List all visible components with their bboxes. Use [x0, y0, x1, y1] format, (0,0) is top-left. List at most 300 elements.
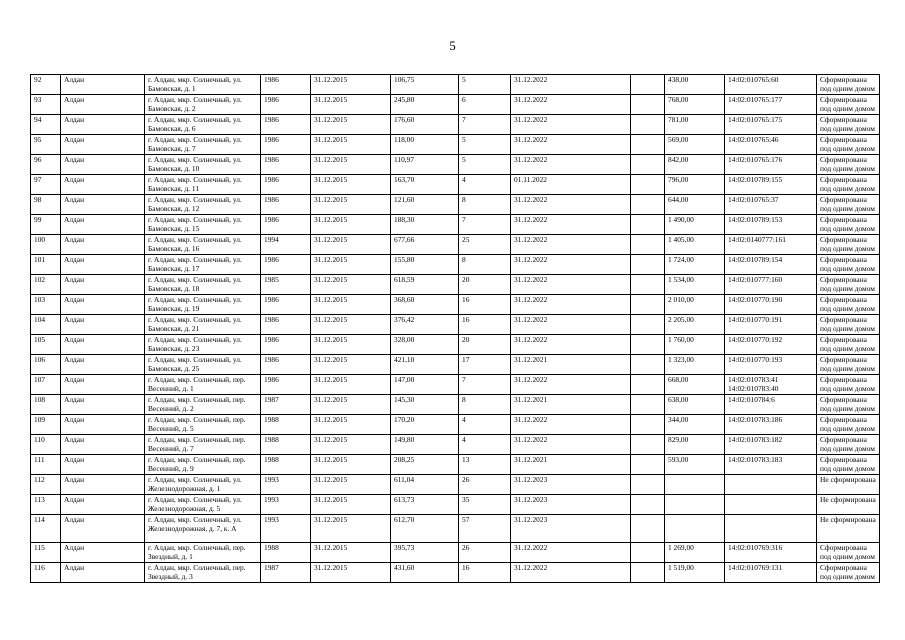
cadastral-number-cell: 14:02:010769:131 — [725, 563, 817, 583]
build-year-cell: 1986 — [261, 335, 311, 355]
table-row — [31, 395, 880, 415]
row-number-cell: 112 — [31, 475, 61, 495]
row-number-cell: 106 — [31, 355, 61, 375]
land-area-cell: 1 519,00 — [665, 563, 725, 583]
address-cell: г. Алдан, мкр. Солнечный, пер. Звездный, д. 1 — [145, 543, 261, 563]
row-number-cell: 96 — [31, 155, 61, 175]
settlement-cell: Алдан — [61, 115, 145, 135]
address-cell: г. Алдан, мкр. Солнечный, ул. Бамовская, д. 7 — [145, 135, 261, 155]
table-row — [31, 255, 880, 275]
land-status-cell: Не сформирована — [817, 475, 880, 495]
table-row — [31, 495, 880, 515]
table-row — [31, 175, 880, 195]
cadastral-number-cell: 14:02:010770:193 — [725, 355, 817, 375]
row-number-cell: 111 — [31, 455, 61, 475]
date-cell: 31.12.2015 — [311, 495, 391, 515]
table-row — [31, 235, 880, 255]
settlement-cell: Алдан — [61, 415, 145, 435]
empty-cell — [631, 295, 665, 315]
residents-cell: 7 — [459, 215, 511, 235]
cadastral-number-cell: 14:02:010769:316 — [725, 543, 817, 563]
empty-cell — [631, 543, 665, 563]
cadastral-number-cell: 14:02:010770:192 — [725, 335, 817, 355]
residents-cell: 8 — [459, 195, 511, 215]
empty-cell — [631, 175, 665, 195]
land-area-cell: 1 269,00 — [665, 543, 725, 563]
land-area-cell: 569,00 — [665, 135, 725, 155]
land-area-cell: 796,00 — [665, 175, 725, 195]
area-cell: 170,20 — [391, 415, 459, 435]
land-area-cell: 1 490,00 — [665, 215, 725, 235]
row-number-cell: 108 — [31, 395, 61, 415]
build-year-cell: 1988 — [261, 435, 311, 455]
row-number-cell: 100 — [31, 235, 61, 255]
deadline-cell: 31.12.2022 — [511, 255, 631, 275]
date-cell: 31.12.2015 — [311, 335, 391, 355]
row-number-cell: 102 — [31, 275, 61, 295]
cadastral-number-cell: 14:02:010765:176 — [725, 155, 817, 175]
cadastral-number-cell: 14:02:010765:37 — [725, 195, 817, 215]
table-row — [31, 455, 880, 475]
cadastral-number-cell: 14:02:0140777:161 — [725, 235, 817, 255]
address-cell: г. Алдан, мкр. Солнечный, ул. Бамовская, д. 11 — [145, 175, 261, 195]
residents-cell: 5 — [459, 135, 511, 155]
build-year-cell: 1986 — [261, 355, 311, 375]
table-row — [31, 375, 880, 395]
area-cell: 208,25 — [391, 455, 459, 475]
residents-cell: 4 — [459, 435, 511, 455]
land-status-cell: Сформирована под одним домом — [817, 395, 880, 415]
residents-cell: 13 — [459, 455, 511, 475]
land-status-cell: Сформирована под одним домом — [817, 435, 880, 455]
land-area-cell: 1 405,00 — [665, 235, 725, 255]
residents-cell: 57 — [459, 515, 511, 543]
address-cell: г. Алдан, мкр. Солнечный, ул. Бамовская, д. 2 — [145, 95, 261, 115]
date-cell: 31.12.2015 — [311, 75, 391, 95]
address-cell: г. Алдан, мкр. Солнечный, ул. Бамовская, д. 12 — [145, 195, 261, 215]
residents-cell: 4 — [459, 415, 511, 435]
land-area-cell: 768,00 — [665, 95, 725, 115]
settlement-cell: Алдан — [61, 435, 145, 455]
residents-cell: 6 — [459, 95, 511, 115]
build-year-cell: 1994 — [261, 235, 311, 255]
address-cell: г. Алдан, мкр. Солнечный, ул. Бамовская, д. 6 — [145, 115, 261, 135]
cadastral-number-cell: 14:02:010770:190 — [725, 295, 817, 315]
residents-cell: 16 — [459, 563, 511, 583]
deadline-cell: 31.12.2023 — [511, 515, 631, 543]
cadastral-number-cell — [725, 475, 817, 495]
residents-cell: 26 — [459, 475, 511, 495]
deadline-cell: 31.12.2022 — [511, 563, 631, 583]
empty-cell — [631, 215, 665, 235]
area-cell: 188,30 — [391, 215, 459, 235]
empty-cell — [631, 563, 665, 583]
date-cell: 31.12.2015 — [311, 455, 391, 475]
residents-cell: 4 — [459, 175, 511, 195]
land-status-cell: Сформирована под одним домом — [817, 95, 880, 115]
deadline-cell: 31.12.2022 — [511, 295, 631, 315]
empty-cell — [631, 95, 665, 115]
build-year-cell: 1987 — [261, 563, 311, 583]
residents-cell: 8 — [459, 395, 511, 415]
area-cell: 395,73 — [391, 543, 459, 563]
residents-cell: 25 — [459, 235, 511, 255]
deadline-cell: 31.12.2022 — [511, 75, 631, 95]
residents-cell: 16 — [459, 295, 511, 315]
cadastral-number-cell: 14:02:010765:177 — [725, 95, 817, 115]
area-cell: 613,73 — [391, 495, 459, 515]
land-area-cell: 2 010,00 — [665, 295, 725, 315]
row-number-cell: 95 — [31, 135, 61, 155]
land-area-cell: 829,00 — [665, 435, 725, 455]
deadline-cell: 31.12.2022 — [511, 135, 631, 155]
build-year-cell: 1986 — [261, 135, 311, 155]
residents-cell: 17 — [459, 355, 511, 375]
land-area-cell: 1 534,00 — [665, 275, 725, 295]
land-status-cell: Сформирована под одним домом — [817, 215, 880, 235]
area-cell: 147,00 — [391, 375, 459, 395]
deadline-cell: 31.12.2022 — [511, 95, 631, 115]
deadline-cell: 31.12.2022 — [511, 235, 631, 255]
table-row — [31, 475, 880, 495]
land-area-cell — [665, 515, 725, 543]
address-cell: г. Алдан, мкр. Солнечный, ул. Бамовская, д. 25 — [145, 355, 261, 375]
build-year-cell: 1993 — [261, 515, 311, 543]
table-row — [31, 75, 880, 95]
cadastral-number-cell: 14:02:010783:183 — [725, 455, 817, 475]
land-status-cell: Сформирована под одним домом — [817, 275, 880, 295]
row-number-cell: 94 — [31, 115, 61, 135]
area-cell: 145,30 — [391, 395, 459, 415]
residents-cell: 7 — [459, 115, 511, 135]
empty-cell — [631, 415, 665, 435]
settlement-cell: Алдан — [61, 275, 145, 295]
settlement-cell: Алдан — [61, 135, 145, 155]
row-number-cell: 114 — [31, 515, 61, 543]
cadastral-number-cell: 14:02:010789:153 — [725, 215, 817, 235]
land-area-cell: 1 760,00 — [665, 335, 725, 355]
deadline-cell: 31.12.2022 — [511, 435, 631, 455]
area-cell: 245,80 — [391, 95, 459, 115]
table-row — [31, 355, 880, 375]
cadastral-number-cell: 14:02:010783:182 — [725, 435, 817, 455]
address-cell: г. Алдан, мкр. Солнечный, пер. Весенний, д. 2 — [145, 395, 261, 415]
settlement-cell: Алдан — [61, 475, 145, 495]
land-area-cell: 593,00 — [665, 455, 725, 475]
date-cell: 31.12.2015 — [311, 235, 391, 255]
date-cell: 31.12.2015 — [311, 255, 391, 275]
row-number-cell: 104 — [31, 315, 61, 335]
land-area-cell — [665, 475, 725, 495]
area-cell: 121,60 — [391, 195, 459, 215]
land-status-cell: Сформирована под одним домом — [817, 315, 880, 335]
settlement-cell: Алдан — [61, 395, 145, 415]
table-row — [31, 415, 880, 435]
deadline-cell: 31.12.2022 — [511, 315, 631, 335]
residents-cell: 26 — [459, 543, 511, 563]
empty-cell — [631, 395, 665, 415]
settlement-cell: Алдан — [61, 95, 145, 115]
land-status-cell: Не сформирована — [817, 515, 880, 543]
empty-cell — [631, 435, 665, 455]
row-number-cell: 101 — [31, 255, 61, 275]
address-cell: г. Алдан, мкр. Солнечный, ул. Бамовская, д. 19 — [145, 295, 261, 315]
area-cell: 176,60 — [391, 115, 459, 135]
land-status-cell: Сформирована под одним домом — [817, 235, 880, 255]
deadline-cell: 31.12.2023 — [511, 475, 631, 495]
settlement-cell: Алдан — [61, 335, 145, 355]
cadastral-number-cell: 14:02:010783:41 14:02:010783:40 — [725, 375, 817, 395]
land-status-cell: Сформирована под одним домом — [817, 195, 880, 215]
row-number-cell: 109 — [31, 415, 61, 435]
build-year-cell: 1986 — [261, 195, 311, 215]
address-cell: г. Алдан, мкр. Солнечный, ул. Бамовская, д. 1 — [145, 75, 261, 95]
residents-cell: 5 — [459, 75, 511, 95]
date-cell: 31.12.2015 — [311, 543, 391, 563]
deadline-cell: 31.12.2022 — [511, 335, 631, 355]
date-cell: 31.12.2015 — [311, 415, 391, 435]
residents-cell: 20 — [459, 335, 511, 355]
cadastral-number-cell: 14:02:010783:186 — [725, 415, 817, 435]
table-row — [31, 275, 880, 295]
land-status-cell: Сформирована под одним домом — [817, 75, 880, 95]
residents-cell: 35 — [459, 495, 511, 515]
address-cell: г. Алдан, мкр. Солнечный, ул. Железнодорожная, д. 5 — [145, 495, 261, 515]
residents-cell: 7 — [459, 375, 511, 395]
land-area-cell — [665, 495, 725, 515]
date-cell: 31.12.2015 — [311, 563, 391, 583]
row-number-cell: 97 — [31, 175, 61, 195]
cadastral-number-cell: 14:02:010765:46 — [725, 135, 817, 155]
date-cell: 31.12.2015 — [311, 295, 391, 315]
date-cell: 31.12.2015 — [311, 155, 391, 175]
area-cell: 611,04 — [391, 475, 459, 495]
row-number-cell: 105 — [31, 335, 61, 355]
row-number-cell: 110 — [31, 435, 61, 455]
area-cell: 155,80 — [391, 255, 459, 275]
cadastral-number-cell: 14:02:010770:191 — [725, 315, 817, 335]
deadline-cell: 31.12.2022 — [511, 195, 631, 215]
build-year-cell: 1988 — [261, 543, 311, 563]
date-cell: 31.12.2015 — [311, 515, 391, 543]
land-status-cell: Сформирована под одним домом — [817, 155, 880, 175]
area-cell: 677,66 — [391, 235, 459, 255]
table-row — [31, 295, 880, 315]
settlement-cell: Алдан — [61, 295, 145, 315]
date-cell: 31.12.2015 — [311, 215, 391, 235]
area-cell: 149,80 — [391, 435, 459, 455]
land-area-cell: 638,00 — [665, 395, 725, 415]
land-status-cell: Сформирована под одним домом — [817, 175, 880, 195]
cadastral-number-cell: 14:02:010777:160 — [725, 275, 817, 295]
land-status-cell: Сформирована под одним домом — [817, 375, 880, 395]
empty-cell — [631, 195, 665, 215]
area-cell: 376,42 — [391, 315, 459, 335]
deadline-cell: 31.12.2022 — [511, 275, 631, 295]
empty-cell — [631, 335, 665, 355]
row-number-cell: 116 — [31, 563, 61, 583]
address-cell: г. Алдан, мкр. Солнечный, ул. Железнодорожная, д. 7, к. А — [145, 515, 261, 543]
table-row — [31, 95, 880, 115]
date-cell: 31.12.2015 — [311, 175, 391, 195]
address-cell: г. Алдан, мкр. Солнечный, ул. Бамовская, д. 18 — [145, 275, 261, 295]
empty-cell — [631, 275, 665, 295]
deadline-cell: 31.12.2021 — [511, 395, 631, 415]
housing-registry-table — [30, 74, 880, 583]
address-cell: г. Алдан, мкр. Солнечный, ул. Бамовская, д. 15 — [145, 215, 261, 235]
date-cell: 31.12.2015 — [311, 435, 391, 455]
table-row — [31, 543, 880, 563]
residents-cell: 20 — [459, 275, 511, 295]
empty-cell — [631, 355, 665, 375]
address-cell: г. Алдан, мкр. Солнечный, пер. Весенний, д. 7 — [145, 435, 261, 455]
row-number-cell: 113 — [31, 495, 61, 515]
area-cell: 421,10 — [391, 355, 459, 375]
build-year-cell: 1986 — [261, 375, 311, 395]
cadastral-number-cell: 14:02:010789:154 — [725, 255, 817, 275]
land-status-cell: Не сформирована — [817, 495, 880, 515]
table-body — [31, 75, 880, 583]
row-number-cell: 92 — [31, 75, 61, 95]
empty-cell — [631, 315, 665, 335]
land-area-cell: 781,00 — [665, 115, 725, 135]
empty-cell — [631, 115, 665, 135]
build-year-cell: 1986 — [261, 95, 311, 115]
settlement-cell: Алдан — [61, 155, 145, 175]
settlement-cell: Алдан — [61, 563, 145, 583]
cadastral-number-cell — [725, 515, 817, 543]
settlement-cell: Алдан — [61, 75, 145, 95]
deadline-cell: 31.12.2022 — [511, 375, 631, 395]
settlement-cell: Алдан — [61, 215, 145, 235]
build-year-cell: 1986 — [261, 255, 311, 275]
area-cell: 618,59 — [391, 275, 459, 295]
address-cell: г. Алдан, мкр. Солнечный, пер. Звездный, д. 3 — [145, 563, 261, 583]
date-cell: 31.12.2015 — [311, 475, 391, 495]
settlement-cell: Алдан — [61, 355, 145, 375]
settlement-cell: Алдан — [61, 175, 145, 195]
date-cell: 31.12.2015 — [311, 395, 391, 415]
page-number: 5 — [449, 38, 456, 53]
land-status-cell: Сформирована под одним домом — [817, 335, 880, 355]
area-cell: 431,60 — [391, 563, 459, 583]
build-year-cell: 1985 — [261, 275, 311, 295]
table-row — [31, 135, 880, 155]
table-row — [31, 335, 880, 355]
deadline-cell: 31.12.2022 — [511, 115, 631, 135]
row-number-cell: 107 — [31, 375, 61, 395]
land-status-cell: Сформирована под одним домом — [817, 563, 880, 583]
settlement-cell: Алдан — [61, 455, 145, 475]
land-status-cell: Сформирована под одним домом — [817, 295, 880, 315]
build-year-cell: 1986 — [261, 315, 311, 335]
settlement-cell: Алдан — [61, 195, 145, 215]
address-cell: г. Алдан, мкр. Солнечный, ул. Железнодорожная, д. 1 — [145, 475, 261, 495]
cadastral-number-cell — [725, 495, 817, 515]
empty-cell — [631, 455, 665, 475]
date-cell: 31.12.2015 — [311, 95, 391, 115]
settlement-cell: Алдан — [61, 315, 145, 335]
settlement-cell: Алдан — [61, 235, 145, 255]
settlement-cell: Алдан — [61, 255, 145, 275]
land-status-cell: Сформирована под одним домом — [817, 115, 880, 135]
address-cell: г. Алдан, мкр. Солнечный, ул. Бамовская, д. 10 — [145, 155, 261, 175]
build-year-cell: 1986 — [261, 295, 311, 315]
land-area-cell: 1 724,00 — [665, 255, 725, 275]
area-cell: 612,70 — [391, 515, 459, 543]
land-area-cell: 1 323,00 — [665, 355, 725, 375]
deadline-cell: 31.12.2021 — [511, 355, 631, 375]
cadastral-number-cell: 14:02:010765:175 — [725, 115, 817, 135]
deadline-cell: 31.12.2023 — [511, 495, 631, 515]
row-number-cell: 115 — [31, 543, 61, 563]
date-cell: 31.12.2015 — [311, 315, 391, 335]
build-year-cell: 1988 — [261, 455, 311, 475]
residents-cell: 5 — [459, 155, 511, 175]
area-cell: 106,75 — [391, 75, 459, 95]
residents-cell: 8 — [459, 255, 511, 275]
table-row — [31, 155, 880, 175]
address-cell: г. Алдан, мкр. Солнечный, пер. Весенний, д. 5 — [145, 415, 261, 435]
area-cell: 163,70 — [391, 175, 459, 195]
date-cell: 31.12.2015 — [311, 115, 391, 135]
table-row — [31, 115, 880, 135]
empty-cell — [631, 515, 665, 543]
empty-cell — [631, 255, 665, 275]
land-status-cell: Сформирована под одним домом — [817, 135, 880, 155]
area-cell: 110,97 — [391, 155, 459, 175]
table-row — [31, 515, 880, 543]
empty-cell — [631, 135, 665, 155]
address-cell: г. Алдан, мкр. Солнечный, ул. Бамовская, д. 23 — [145, 335, 261, 355]
settlement-cell: Алдан — [61, 375, 145, 395]
date-cell: 31.12.2015 — [311, 375, 391, 395]
land-area-cell: 842,00 — [665, 155, 725, 175]
build-year-cell: 1993 — [261, 475, 311, 495]
row-number-cell: 103 — [31, 295, 61, 315]
deadline-cell: 31.12.2022 — [511, 543, 631, 563]
land-status-cell: Сформирована под одним домом — [817, 355, 880, 375]
land-area-cell: 668,00 — [665, 375, 725, 395]
address-cell: г. Алдан, мкр. Солнечный, ул. Бамовская, д. 21 — [145, 315, 261, 335]
cadastral-number-cell: 14:02:010789:155 — [725, 175, 817, 195]
date-cell: 31.12.2015 — [311, 135, 391, 155]
empty-cell — [631, 475, 665, 495]
table-row — [31, 195, 880, 215]
build-year-cell: 1986 — [261, 115, 311, 135]
area-cell: 368,60 — [391, 295, 459, 315]
land-status-cell: Сформирована под одним домом — [817, 255, 880, 275]
settlement-cell: Алдан — [61, 515, 145, 543]
land-status-cell: Сформирована под одним домом — [817, 455, 880, 475]
date-cell: 31.12.2015 — [311, 275, 391, 295]
cadastral-number-cell: 14:02:010765:60 — [725, 75, 817, 95]
deadline-cell: 31.12.2022 — [511, 155, 631, 175]
row-number-cell: 98 — [31, 195, 61, 215]
address-cell: г. Алдан, мкр. Солнечный, пер. Весенний, д. 9 — [145, 455, 261, 475]
build-year-cell: 1986 — [261, 175, 311, 195]
settlement-cell: Алдан — [61, 495, 145, 515]
settlement-cell: Алдан — [61, 543, 145, 563]
row-number-cell: 99 — [31, 215, 61, 235]
address-cell: г. Алдан, мкр. Солнечный, ул. Бамовская, д. 16 — [145, 235, 261, 255]
empty-cell — [631, 235, 665, 255]
area-cell: 328,00 — [391, 335, 459, 355]
table-row — [31, 215, 880, 235]
cadastral-number-cell: 14:02:010784:6 — [725, 395, 817, 415]
table-row — [31, 315, 880, 335]
address-cell: г. Алдан, мкр. Солнечный, ул. Бамовская, д. 17 — [145, 255, 261, 275]
